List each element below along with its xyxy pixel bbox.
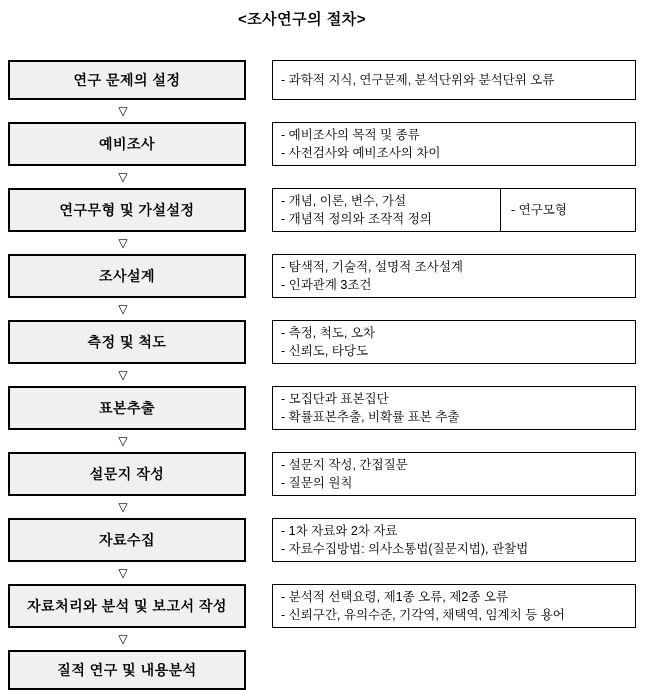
note-main-cell [273, 321, 635, 363]
flow-row [8, 386, 636, 430]
note-line: - 측정, 척도, 오차 [281, 326, 375, 340]
step-box [8, 650, 246, 690]
step-box [8, 254, 246, 298]
step-box [8, 60, 246, 100]
note-box [272, 122, 636, 166]
flow-connector [0, 166, 246, 188]
note-box [272, 386, 636, 430]
flow-connector [0, 364, 246, 386]
flow-row [8, 584, 636, 628]
flow-row [8, 188, 636, 232]
step-box [8, 386, 246, 430]
note-box [272, 518, 636, 562]
note-line: - 예비조사의 목적 및 종류 [281, 128, 420, 142]
step-label: 측정 및 척도 [87, 334, 167, 350]
note-line: - 인과관계 3조건 [281, 278, 372, 292]
down-triangle-icon: ▽ [118, 368, 128, 382]
step-box [8, 584, 246, 628]
step-label: 자료수집 [98, 532, 156, 548]
flow-row [8, 518, 636, 562]
down-triangle-icon: ▽ [118, 500, 128, 514]
note-line: - 모집단과 표본집단 [281, 392, 389, 406]
note-line: - 신뢰도, 타당도 [281, 344, 369, 358]
step-label: 질적 연구 및 내용분석 [57, 662, 197, 678]
side-note-line: - 연구모형 [511, 203, 567, 217]
down-triangle-icon: ▽ [118, 104, 128, 118]
note-line: - 자료수집방법: 의사소통법(질문지법), 관찰법 [281, 542, 529, 556]
note-box [272, 254, 636, 298]
note-line: - 개념적 정의와 조작적 정의 [281, 212, 432, 226]
note-main-cell [273, 585, 635, 627]
note-main-cell [273, 255, 635, 297]
flow-row [8, 650, 636, 690]
note-line: - 개념, 이론, 변수, 가설 [281, 194, 407, 208]
note-box [272, 188, 636, 232]
down-triangle-icon: ▽ [118, 236, 128, 250]
step-box [8, 122, 246, 166]
flow-row [8, 60, 636, 100]
note-line: - 과학적 지식, 연구문제, 분석단위와 분석단위 오류 [281, 73, 555, 87]
step-label: 연구 문제의 설정 [73, 72, 181, 88]
flow-connector [0, 628, 246, 650]
note-main-cell [273, 61, 635, 99]
step-label: 조사설계 [98, 268, 156, 284]
note-main-cell [273, 519, 635, 561]
note-line: - 1차 자료와 2차 자료 [281, 524, 398, 538]
note-box [272, 584, 636, 628]
note-box [272, 452, 636, 496]
note-main-cell [273, 123, 635, 165]
step-label: 예비조사 [98, 136, 156, 152]
note-line: - 분석적 선택요령, 제1종 오류, 제2종 오류 [281, 590, 508, 604]
step-box [8, 188, 246, 232]
flow-connector [0, 430, 246, 452]
step-box [8, 452, 246, 496]
flow-connector [0, 232, 246, 254]
note-line: - 탐색적, 기술적, 설명적 조사설계 [281, 260, 463, 274]
step-label: 설문지 작성 [89, 466, 165, 482]
note-box [272, 60, 636, 100]
flow-connector [0, 562, 246, 584]
note-main-cell [273, 387, 635, 429]
flowchart [0, 60, 653, 690]
flow-connector [0, 100, 246, 122]
flow-row [8, 452, 636, 496]
note-line: - 사전검사와 예비조사의 차이 [281, 146, 441, 160]
step-label: 자료처리와 분석 및 보고서 작성 [27, 598, 227, 614]
page-title: <조사연구의 절차> [237, 11, 367, 28]
down-triangle-icon: ▽ [118, 170, 128, 184]
step-label: 연구무형 및 가설설정 [59, 202, 195, 218]
flow-connector [0, 496, 246, 518]
down-triangle-icon: ▽ [118, 632, 128, 646]
step-box [8, 518, 246, 562]
note-main-cell [273, 453, 635, 495]
down-triangle-icon: ▽ [118, 566, 128, 580]
note-box [272, 320, 636, 364]
flow-row [8, 254, 636, 298]
down-triangle-icon: ▽ [118, 434, 128, 448]
step-label: 표본추출 [98, 400, 156, 416]
note-line: - 질문의 원칙 [281, 476, 353, 490]
note-line: - 설문지 작성, 간접질문 [281, 458, 408, 472]
flow-connector [0, 298, 246, 320]
note-line: - 확률표본추출, 비확률 표본 추출 [281, 410, 460, 424]
note-side-cell [500, 189, 635, 231]
flow-row [8, 122, 636, 166]
flow-row [8, 320, 636, 364]
down-triangle-icon: ▽ [118, 302, 128, 316]
step-box [8, 320, 246, 364]
note-main-cell [273, 189, 500, 231]
note-line: - 신뢰구간, 유의수준, 기각역, 채택역, 임계치 등 용어 [281, 608, 565, 622]
